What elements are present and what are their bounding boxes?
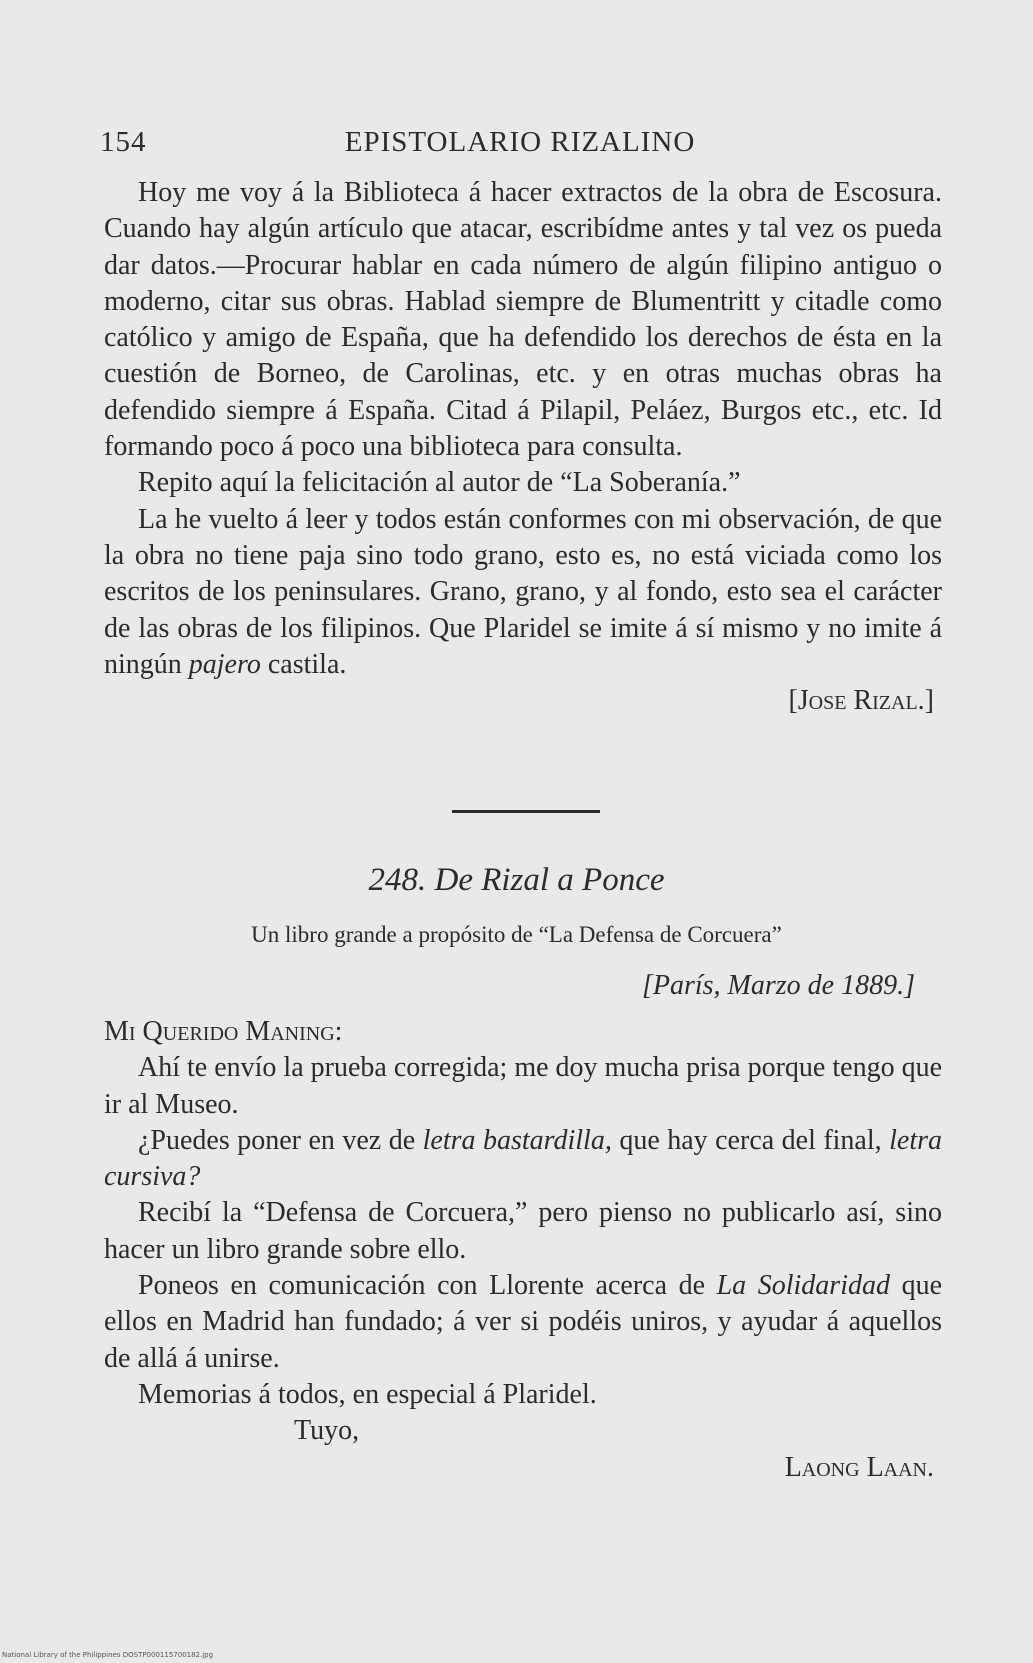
section-divider — [452, 810, 600, 813]
page-number: 154 — [100, 126, 147, 158]
letter-title: 248. De Rizal a Ponce — [368, 862, 665, 898]
letter-one — [104, 175, 942, 719]
running-title: EPISTOLARIO RIZALINO — [344, 126, 696, 158]
italic-word: pajero — [188, 648, 261, 680]
paragraph: Memorias á todos, en especial á Plaridel. — [138, 1378, 597, 1410]
paragraph: Recibí la “Defensa de Corcuera,” pero pienso no publicarlo así, sino hacer un libro grande sobre ello. — [104, 1197, 942, 1265]
salutation: Mi Querido Maning: — [104, 1016, 343, 1047]
letter-two — [104, 1014, 942, 1486]
signature: Laong Laan. — [784, 1451, 934, 1483]
scan-footer: National Library of the Philippines DOSTP000115700182.jpg — [2, 1651, 214, 1659]
page-header — [100, 126, 940, 162]
closing: Tuyo, — [294, 1415, 360, 1447]
paragraph: La he vuelto á leer y todos están conformes con mi observación, de que la obra no tiene paja sino todo grano, esto es, no está viciada como los escritos de los peninsulares. Grano, grano, y al fondo, esto sea el carácter de las obras de los filipinos. Que Plaridel se imite á sí mismo y no imite á ningún pajero castila. — [104, 503, 942, 680]
paragraph: Poneos en comunicación con Llorente acerca de La Solidaridad que ellos en Madrid han fundado; á ver si podéis uniros, y ayudar á aquellos de allá á unirse. — [104, 1270, 942, 1374]
paragraph: Hoy me voy á la Biblioteca á hacer extractos de la obra de Escosura. Cuando hay algún artículo que atacar, escribídme antes y tal vez os pueda dar datos.—Procurar hablar en cada número de algún filipino antiguo o moderno, citar sus obras. Hablad siempre de Blumentritt y citadle como católico y amigo de España, que ha defendido los derechos de ésta en la cuestión de Borneo, de Carolinas, etc. y en otras muchas obras ha defendido siempre á España. Citad á Pilapil, Peláez, Burgos etc., etc. Id formando poco á poco una biblioteca para consulta. — [104, 177, 942, 463]
letter-subtitle: Un libro grande a propósito de “La Defensa de Corcuera” — [251, 922, 782, 947]
paragraph: Ahí te envío la prueba corregida; me doy mucha prisa porque tengo que ir al Museo. — [104, 1052, 942, 1120]
dateline: [París, Marzo de 1889.] — [641, 970, 915, 1001]
paragraph: ¿Puedes poner en vez de letra bastardilla, que hay cerca del final, letra cursiva? — [104, 1124, 943, 1193]
signature: [Jose Rizal.] — [788, 685, 934, 717]
paragraph: Repito aquí la felicitación al autor de “La Soberanía.” — [138, 467, 741, 499]
